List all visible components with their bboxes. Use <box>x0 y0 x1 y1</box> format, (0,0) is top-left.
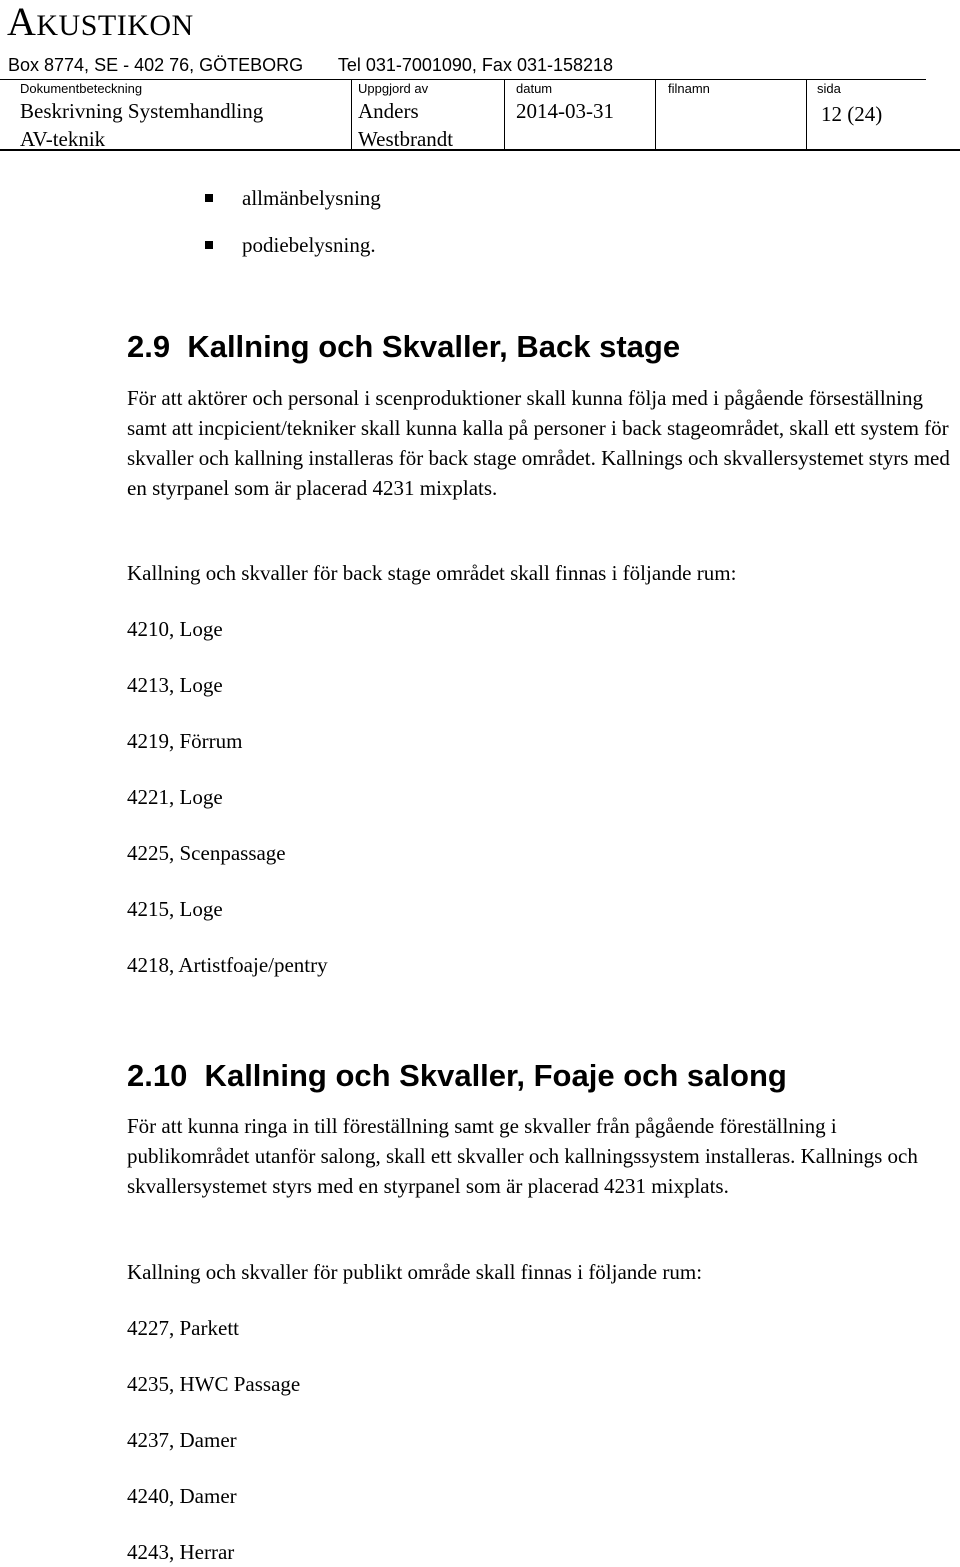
rooms-intro: Kallning och skvaller för back stage området skall finnas i följande rum: <box>127 561 737 585</box>
bullet-text: allmänbelysning <box>242 186 381 210</box>
section-body: För att aktörer och personal i scenproduktioner skall kunna följa med i pågående förseställning samt att incpicient/tekniker skall kunna kalla på personer i back stageområdet, skall ett system för skvaller och kallning installeras för back stage området. Kallnings och skvallersystemet styrs med en styrpanel som är placerad 4231 mixplats. <box>127 386 950 500</box>
room-item: 4215, Loge <box>127 897 223 921</box>
room-item: 4240, Damer <box>127 1484 237 1508</box>
section-heading: 2.9 Kallning och Skvaller, Back stage <box>127 329 681 364</box>
room-item: 4218, Artistfoaje/pentry <box>127 953 328 977</box>
doc-designation-value <box>20 97 263 153</box>
doc-title: Beskrivning Systemhandling <box>20 99 264 123</box>
logo-initial: A <box>7 0 37 44</box>
room-item: 4221, Loge <box>127 785 223 809</box>
doc-designation-cell <box>0 80 352 150</box>
square-bullet-icon <box>205 241 213 249</box>
author-first: Anders <box>358 99 419 123</box>
page-label: sida <box>817 81 841 96</box>
author-value <box>358 97 453 153</box>
room-item: 4225, Scenpassage <box>127 841 286 865</box>
room-item: 4227, Parkett <box>127 1316 239 1340</box>
room-item: 4213, Loge <box>127 673 223 697</box>
room-item: 4210, Loge <box>127 617 223 641</box>
room-item: 4235, HWC Passage <box>127 1372 301 1396</box>
filename-label: filnamn <box>668 81 710 96</box>
header-bottom-rule <box>0 149 960 151</box>
room-item: 4237, Damer <box>127 1428 237 1452</box>
date-cell <box>504 80 655 150</box>
bullet-text: podiebelysning. <box>242 233 376 257</box>
doc-designation-label: Dokumentbeteckning <box>20 81 143 96</box>
document-info-table <box>0 80 960 150</box>
page-number: 12 (24) <box>821 102 883 126</box>
author-label: Uppgjord av <box>358 81 429 96</box>
date-label: datum <box>516 81 553 96</box>
company-logo <box>7 0 194 45</box>
date-value: 2014-03-31 <box>516 99 614 123</box>
company-address: Box 8774, SE - 402 76, GÖTEBORG Tel 031-7001090, Fax 031-158218 <box>8 55 614 75</box>
doc-subtitle: AV-teknik <box>20 127 106 151</box>
square-bullet-icon <box>205 194 213 202</box>
section-body: För att kunna ringa in till föreställning samt ge skvaller från pågående föreställning i publikområdet utanför salong, skall ett skvaller och kallningssystem installeras. Kallnings och skvallersystemet styrs med en styrpanel som är placerad 4231 mixplats. <box>127 1114 918 1198</box>
author-last: Westbrandt <box>358 127 454 151</box>
rooms-intro: Kallning och skvaller för publikt område skall finnas i följande rum: <box>127 1260 703 1284</box>
page-cell <box>806 80 960 150</box>
logo-rest: KUSTIKON <box>36 9 194 42</box>
room-item: 4219, Förrum <box>127 729 243 753</box>
author-cell <box>351 80 505 150</box>
room-item: 4243, Herrar <box>127 1540 235 1564</box>
filename-cell <box>655 80 806 150</box>
section-heading: 2.10 Kallning och Skvaller, Foaje och salong <box>127 1058 787 1093</box>
